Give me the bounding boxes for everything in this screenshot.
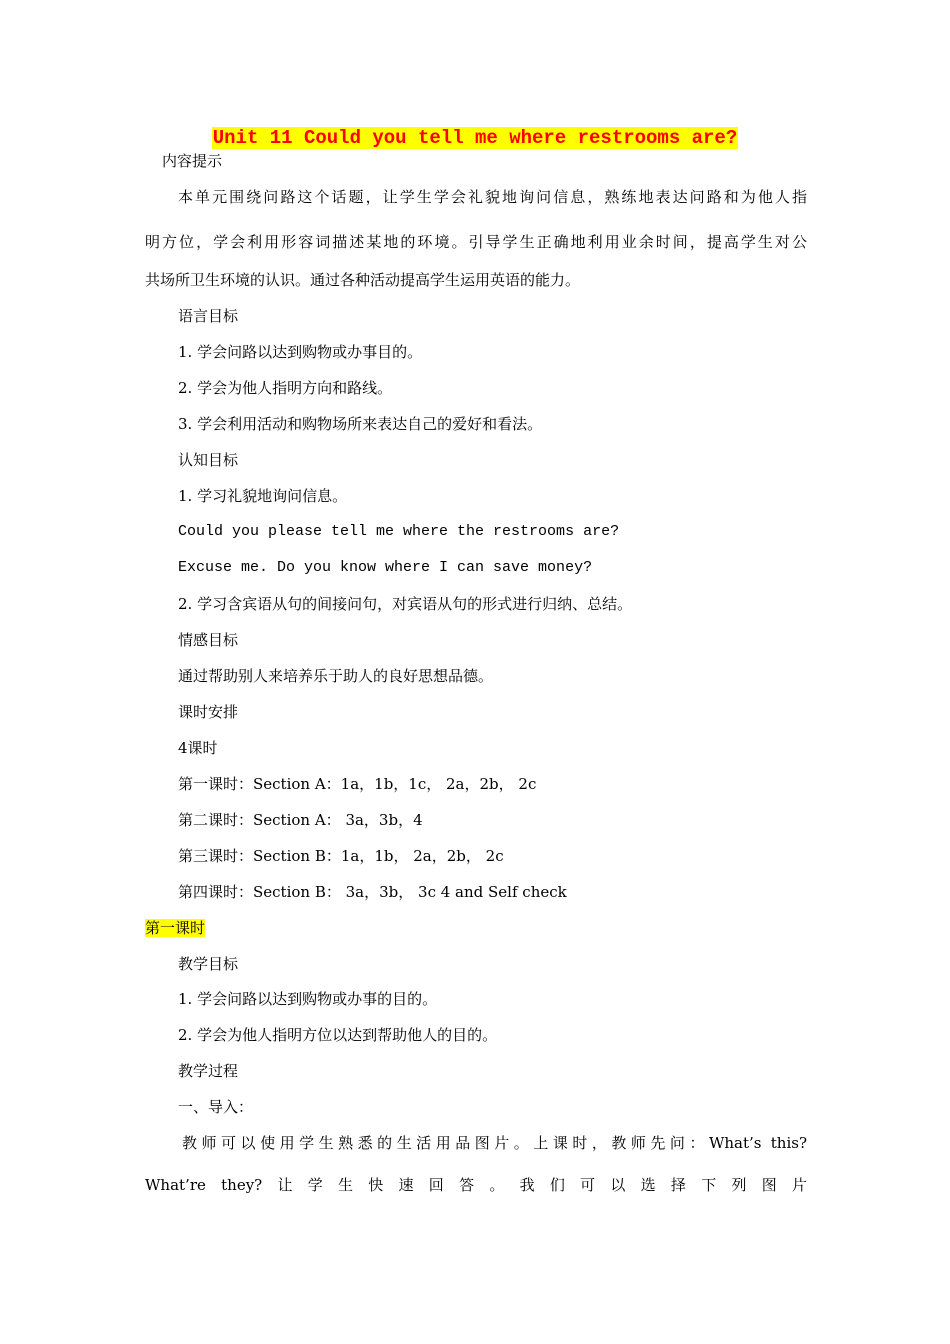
- lesson-2-schedule: 第二课时：Section A： 3a，3b，4: [178, 811, 423, 829]
- first-lesson-heading-text: 第一课时: [145, 919, 206, 937]
- example-sentence-1: Could you please tell me where the restrooms are?: [178, 523, 620, 540]
- word: 学: [307, 1176, 323, 1194]
- cognitive-goal-1: 1. 学习礼貌地询问信息。: [178, 487, 348, 505]
- word: What’re: [145, 1176, 206, 1194]
- word: they?: [221, 1176, 263, 1194]
- word: 可: [580, 1176, 596, 1194]
- word: 择: [670, 1176, 686, 1194]
- word: 我: [519, 1176, 535, 1194]
- language-goals-heading: 语言目标: [178, 307, 239, 325]
- language-goal-2: 2. 学会为他人指明方向和路线。: [178, 379, 393, 397]
- word: 图: [761, 1176, 777, 1194]
- word: 片: [791, 1176, 807, 1194]
- emotional-goal: 通过帮助别人来培养乐于助人的良好思想品德。: [178, 667, 494, 685]
- lesson-1-schedule: 第一课时：Section A：1a，1b，1c， 2a，2b， 2c: [178, 775, 537, 793]
- word: 答: [459, 1176, 475, 1194]
- intro-paragraph-line-2: 明方位，学会利用形容词描述某地的环境。引导学生正确地利用业余时间，提高学生对公: [145, 233, 807, 251]
- teaching-goals-heading: 教学目标: [178, 955, 239, 973]
- word: 回: [428, 1176, 444, 1194]
- teaching-goal-2: 2. 学会为他人指明方位以达到帮助他人的目的。: [178, 1026, 498, 1044]
- lesson-3-schedule: 第三课时：Section B：1a，1b， 2a，2b， 2c: [178, 847, 504, 865]
- step-1-line-1: 教师可以使用学生熟悉的生活用品图片。上课时，教师先问：What’s this?: [182, 1134, 807, 1152]
- intro-paragraph-line-1: 本单元围绕问路这个话题，让学生学会礼貌地询问信息，熟练地表达问路和为他人指: [178, 188, 807, 206]
- content-hint-heading: 内容提示: [162, 152, 223, 170]
- cognitive-goals-heading: 认知目标: [178, 451, 239, 469]
- step-1-heading: 一、导入：: [178, 1098, 254, 1116]
- word: 选: [640, 1176, 656, 1194]
- language-goal-1: 1. 学会问路以达到购物或办事目的。: [178, 343, 423, 361]
- word: 快: [368, 1176, 384, 1194]
- word: 速: [398, 1176, 414, 1194]
- first-lesson-heading: [145, 918, 205, 938]
- document-title: Unit 11 Could you tell me where restrooms are?: [212, 127, 738, 149]
- word: 生: [338, 1176, 354, 1194]
- cognitive-goal-2: 2. 学习含宾语从句的间接问句，对宾语从句的形式进行归纳、总结。: [178, 595, 633, 613]
- lesson-4-schedule: 第四课时：Section B： 3a，3b， 3c 4 and Self check: [178, 883, 567, 901]
- word: 以: [610, 1176, 626, 1194]
- step-1-line-2: [145, 1175, 807, 1195]
- teaching-process-heading: 教学过程: [178, 1062, 239, 1080]
- emotional-goals-heading: 情感目标: [178, 631, 239, 649]
- word: 列: [731, 1176, 747, 1194]
- word: 们: [549, 1176, 565, 1194]
- intro-paragraph-line-3: 共场所卫生环境的认识。通过各种活动提高学生运用英语的能力。: [145, 271, 581, 289]
- example-sentence-2: Excuse me. Do you know where I can save money?: [178, 559, 593, 576]
- schedule-heading: 课时安排: [178, 703, 239, 721]
- word: 。: [489, 1176, 505, 1194]
- schedule-total: 4课时: [178, 739, 218, 757]
- teaching-goal-1: 1. 学会问路以达到购物或办事的目的。: [178, 990, 438, 1008]
- word: 让: [277, 1176, 293, 1194]
- language-goal-3: 3. 学会利用活动和购物场所来表达自己的爱好和看法。: [178, 415, 543, 433]
- word: 下: [701, 1176, 717, 1194]
